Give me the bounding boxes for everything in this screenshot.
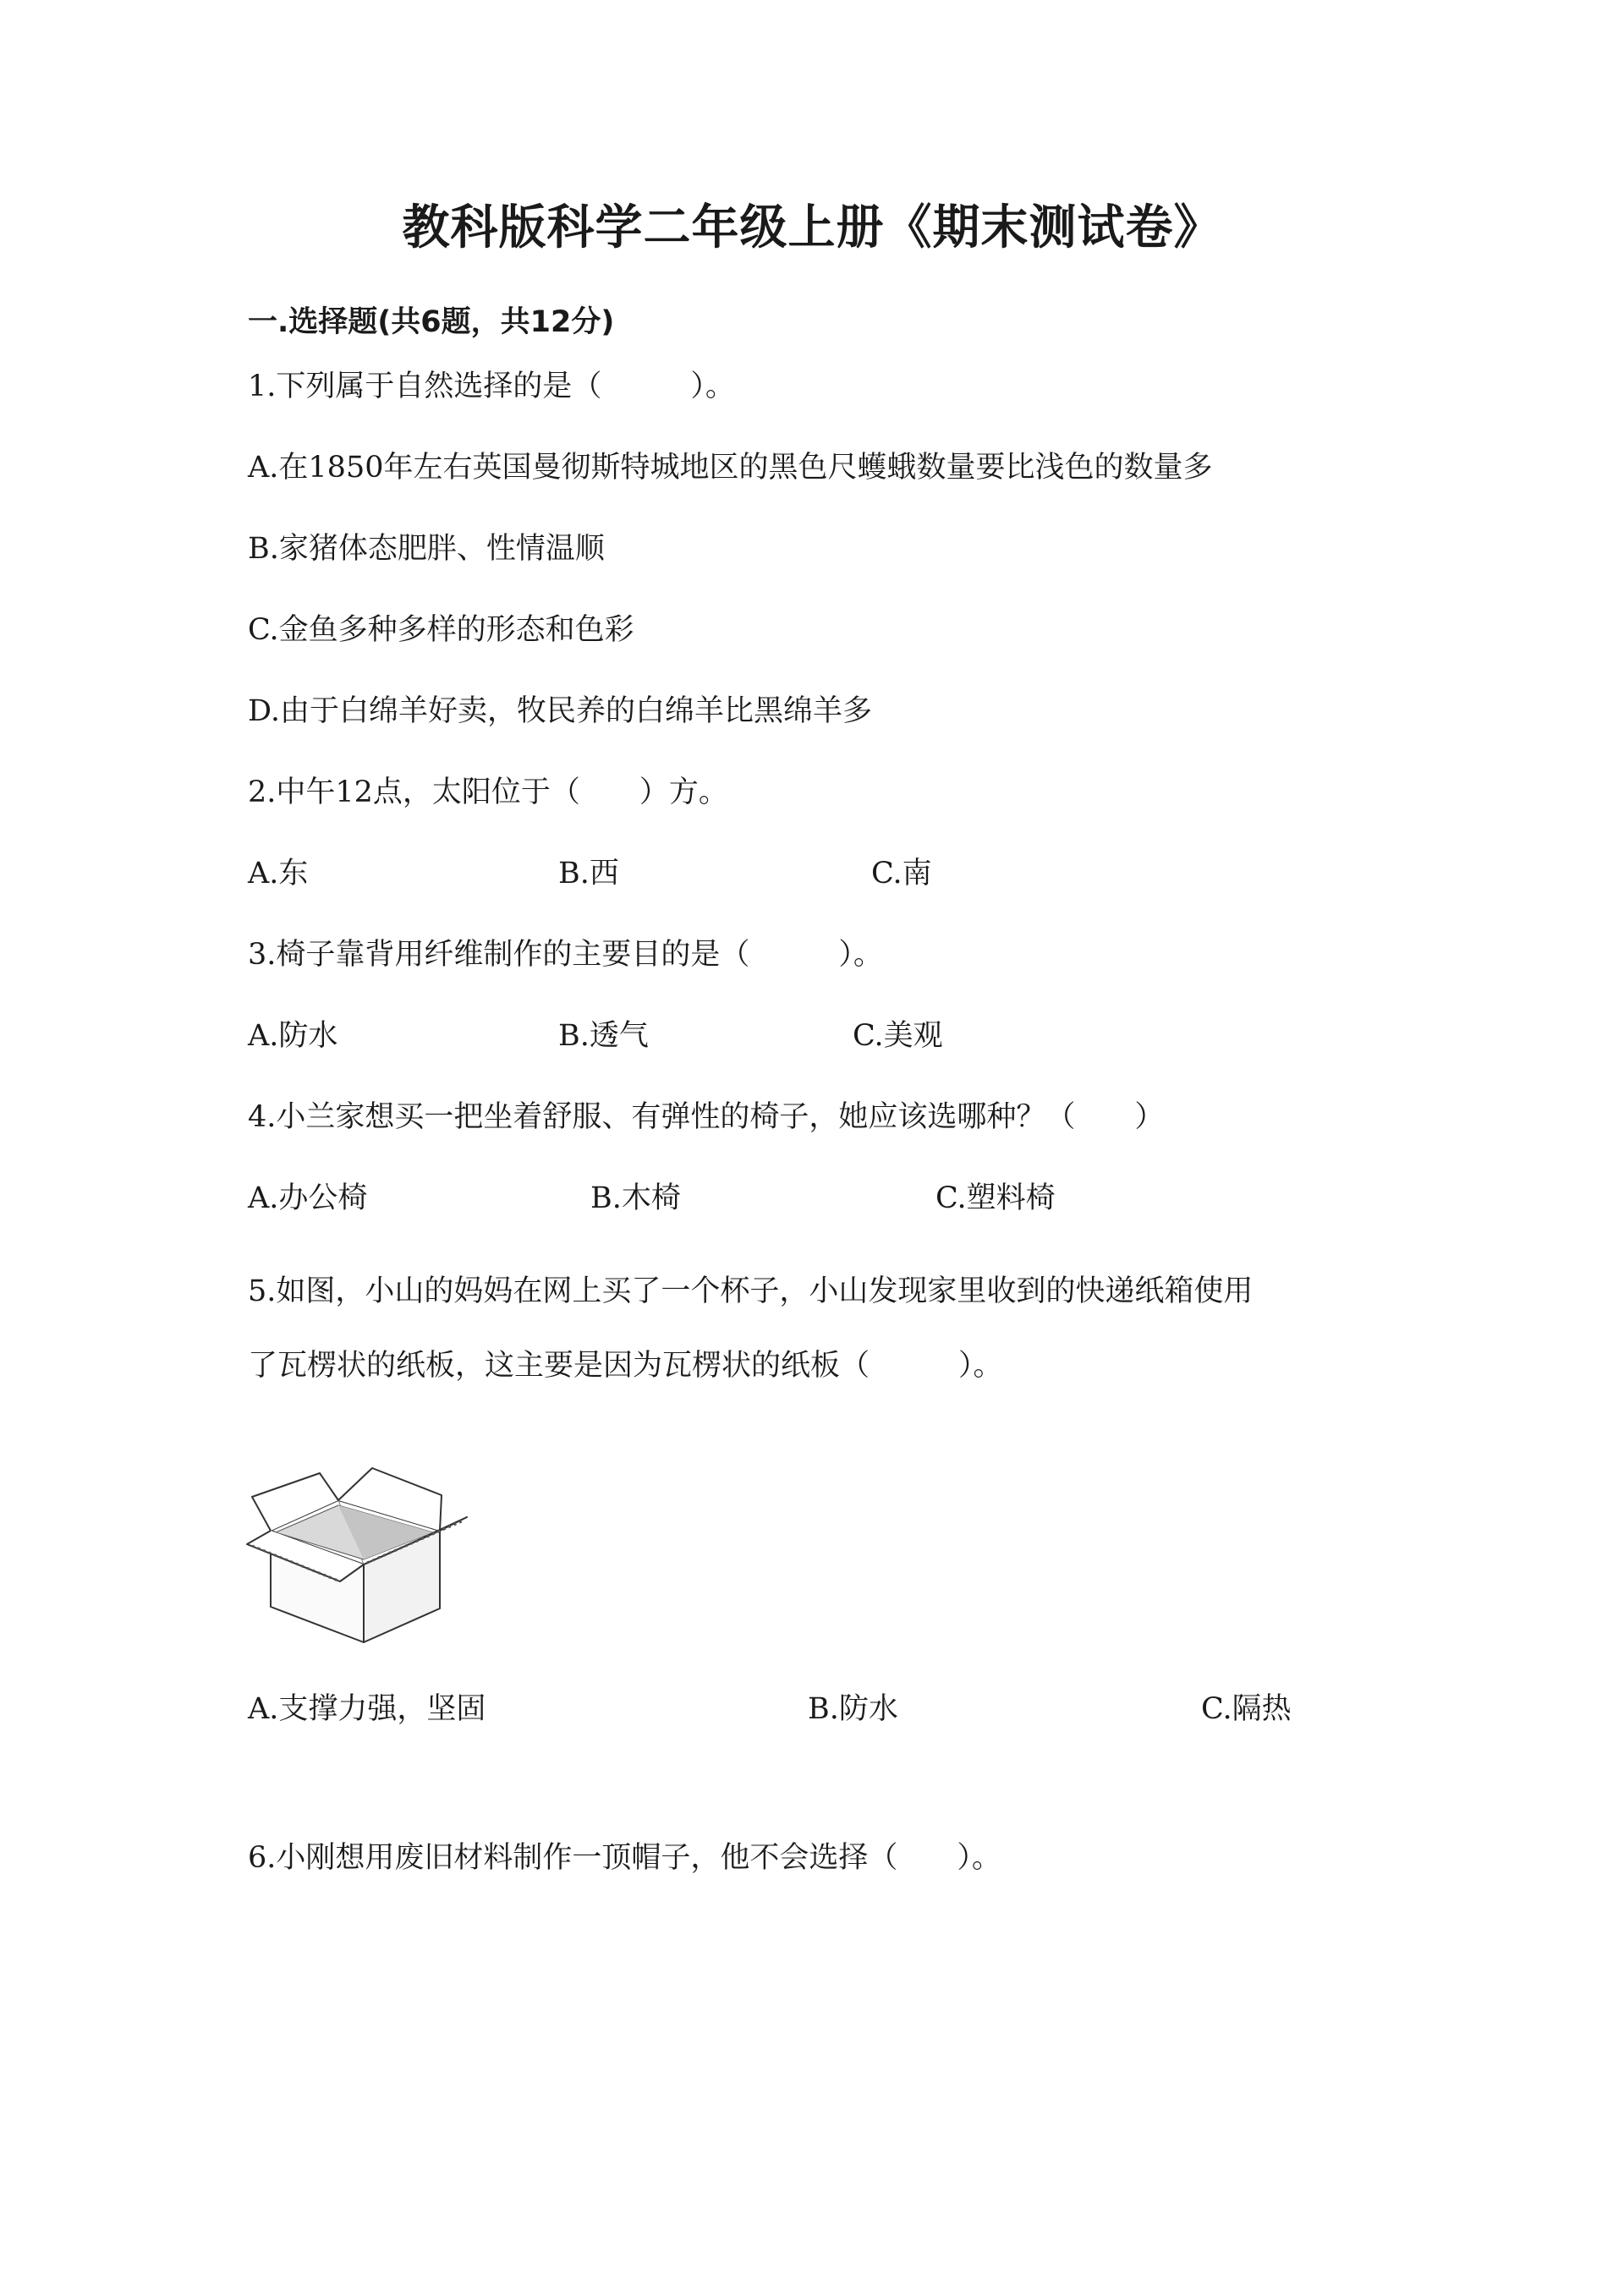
question-4-option-c: C.塑料椅 <box>935 1181 1056 1215</box>
question-3-stem: 3.椅子靠背用纤维制作的主要目的是（ ）。 <box>248 938 883 972</box>
question-5-option-a: A.支撑力强，坚固 <box>248 1692 486 1726</box>
question-4-stem: 4.小兰家想买一把坐着舒服、有弹性的椅子，她应该选哪种？（ ） <box>248 1100 1165 1134</box>
question-1-option-c: C.金鱼多种多样的形态和色彩 <box>248 613 634 647</box>
question-5-option-c: C.隔热 <box>1201 1692 1292 1726</box>
question-4-option-a: A.办公椅 <box>248 1181 368 1215</box>
question-5-stem-line-2: 了瓦楞状的纸板，这主要是因为瓦楞状的纸板（ ）。 <box>248 1349 1003 1383</box>
question-1-option-d: D.由于白绵羊好卖，牧民养的白绵羊比黑绵羊多 <box>248 694 872 728</box>
question-1-option-b: B.家猪体态肥胖、性情温顺 <box>248 532 605 566</box>
section-heading: 一.选择题(共6题，共12分) <box>248 305 615 339</box>
question-4-option-b: B.木椅 <box>590 1181 681 1215</box>
question-3-option-a: A.防水 <box>248 1019 338 1053</box>
question-1-option-a: A.在1850年左右英国曼彻斯特城地区的黑色尺蠖蛾数量要比浅色的数量多 <box>248 451 1213 485</box>
question-6-stem: 6.小刚想用废旧材料制作一顶帽子，他不会选择（ ）。 <box>248 1841 1001 1875</box>
question-1-stem: 1.下列属于自然选择的是（ ）。 <box>248 370 735 403</box>
question-5-stem-line-1: 5.如图，小山的妈妈在网上买了一个杯子，小山发现家里收到的快递纸箱使用 <box>248 1274 1254 1308</box>
page-title: 教科版科学二年级上册《期末测试卷》 <box>402 200 1222 255</box>
cardboard-box-figure <box>245 1463 474 1649</box>
question-3-option-b: B.透气 <box>558 1019 649 1053</box>
question-2-option-c: C.南 <box>871 857 932 890</box>
question-2-stem: 2.中午12点，太阳位于（ ）方。 <box>248 775 728 809</box>
question-3-option-c: C.美观 <box>853 1019 943 1053</box>
question-2-option-b: B.西 <box>558 857 619 890</box>
question-5-option-b: B.防水 <box>808 1692 898 1726</box>
question-2-option-a: A.东 <box>248 857 309 890</box>
